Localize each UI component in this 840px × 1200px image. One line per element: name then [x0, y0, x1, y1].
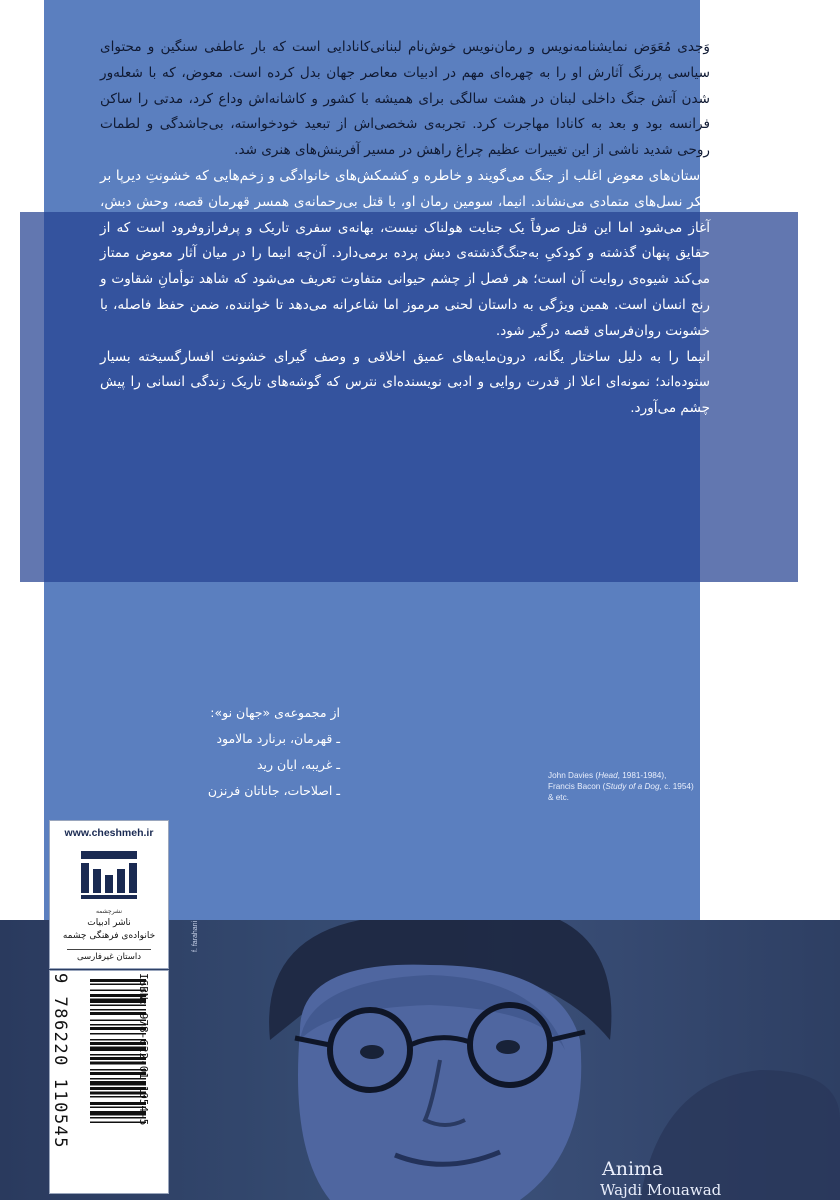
series-item: ـ غریبه، ایان رید	[256, 757, 340, 772]
publisher-box	[49, 820, 169, 969]
credit-year-1: , 1981-1984),	[617, 771, 667, 780]
publisher-mark-text: نشرچشمه	[95, 908, 123, 915]
publisher-line-1: ناشر ادبیات	[87, 918, 131, 928]
credit-artist-2: Francis Bacon	[548, 782, 601, 791]
publisher-url: www.cheshmeh.ir	[64, 827, 154, 839]
back-cover-description	[100, 35, 710, 422]
description-paragraph-2: داستان‌های معوض اغلب از جنگ می‌گویند و خاطره و کشمکش‌های خانوادگی و زخم‌هایی که خشونتِ دیرپا بر پیکر نسل‌های متمادی می‌نشاند. انیما، سومین رمان او، با قتل بی‌رحمانه‌ی همسر قهرمان قصه، وحش دبش، آغاز می‌شود اما این قتل صرفاً یک جنایت هولناک نیست، بهانه‌ی سفری تاریک و پرفرازوفرود است که از حقایق پنهان گذشته و کودکیِ به‌جنگ‌گذشته‌ی دبش پرده برمی‌دارد. آن‌چه انیما را در میان آثار معوض ممتاز می‌کند شیوه‌ی روایت آن است؛ هر فصل از چشم حیوانی متفاوت تعریف می‌شود که شاهد توأمانِ شقاوت و رنج انسان است. همین ویژگی به داستان لحنی مرموز اما شاعرانه می‌دهد تا خواننده، ضمن حفظ فاصله، با خشونت روان‌فرسای قصه درگیر شود.	[100, 167, 710, 339]
isbn-label: ISBN: 978-622-01-1054-5	[137, 973, 150, 1126]
isbn-barcode	[49, 970, 169, 1194]
book-author: Wajdi Mouawad	[600, 1181, 722, 1199]
credit-line-1: John Davies (Head, 1981-1984),	[548, 771, 667, 780]
series-heading: از مجموعه‌ی «جهان نو»:	[210, 705, 340, 720]
series-item: ـ اصلاحات، جاناتان فرنزن	[207, 783, 340, 798]
series-item: ـ قهرمان، برنارد مالامود	[216, 731, 340, 746]
image-credit	[548, 770, 698, 803]
book-title: Anima	[602, 1158, 664, 1180]
publisher-line-2: خانواده‌ی فرهنگی چشمه	[62, 931, 156, 941]
description-paragraph-1: وَجدی مُعَوَض نمایشنامه‌نویس و رمان‌نویس خوش‌نام لبنانی‌کانادایی است که بار عاطفی سنگین و محتوای سیاسی پررنگ آثارش او را به چهره‌ای مهم در ادبیات معاصر جهان بدل کرده است. معوض، که با شعله‌ور شدن آتش جنگ داخلی لبنان در هشت سالگی برای همیشه با کشور و کاشانه‌اش وداع کرد، مدتی را ساکن فرانسه بود و بعد به کانادا مهاجرت کرد. تجربه‌ی شخصی‌اش از تبعید خودخواسته، بی‌جاشدگی و لطمات روحی شدید ناشی از این تغییرات عظیم چراغ راهش در مسیر آفرینش‌های هنری شد.	[100, 39, 710, 159]
designer-credit: f. farahani	[192, 920, 199, 952]
series-list	[100, 700, 340, 804]
credit-work-1: Head	[598, 771, 618, 780]
description-paragraph-3: انیما را به دلیل ساختار یگانه، درون‌مایه‌های عمیق اخلاقی و وصف گیرای خشونت افسارگسیخته بسیار ستوده‌اند؛ نمونه‌ای اعلا از قدرت روایی و ادبی نویسنده‌ای نترس که گوشه‌های تاریک زندگی انسانی را پیش چشم می‌آورد.	[100, 348, 710, 417]
credit-line-2: Francis Bacon (Study of a Dog, c. 1954)	[548, 782, 694, 791]
publisher-logo-icon	[77, 847, 141, 905]
credit-line-3: & etc.	[548, 793, 569, 802]
credit-year-2: , c. 1954)	[659, 782, 694, 791]
credit-work-2: Study of a Dog	[605, 782, 660, 791]
credit-artist-1: John Davies	[548, 771, 594, 780]
publisher-line-3: داستان غیرفارسی	[67, 949, 151, 962]
isbn-digits: 9 786220 110545	[50, 973, 70, 1150]
